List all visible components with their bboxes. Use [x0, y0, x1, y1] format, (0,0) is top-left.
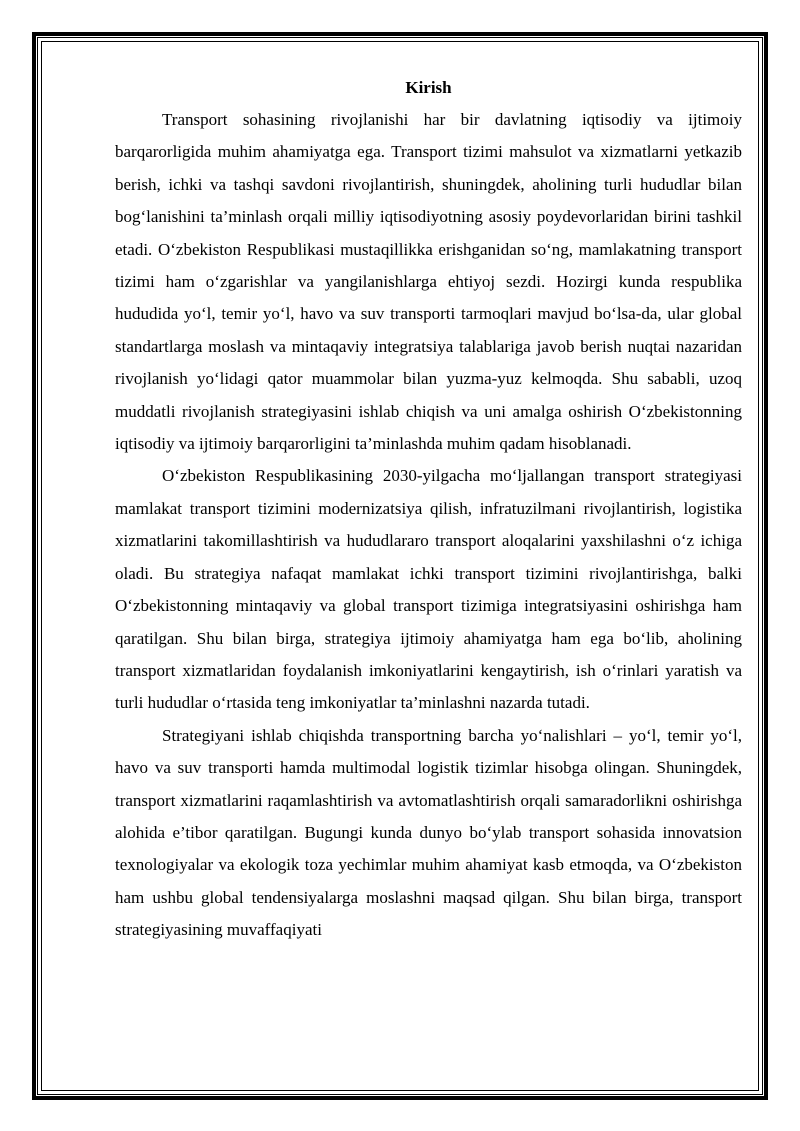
paragraph-1: Transport sohasining rivojlanishi har bir davlatning iqtisodiy va ijtimoiy barqarorligida muhim ahamiyatga ega. Transport tizimi mahsulot va xizmatlarni yetkazib berish, ichki va tashqi savdoni rivojlantirish, shuningdek, aholining turli hududlar bilan bog‘lanishini ta’minlash orqali milliy iqtisodiyotning asosiy poydevorlaridan birini tashkil etadi. O‘zbekiston Respublikasi mustaqillikka erishganidan so‘ng, mamlakatning transport tizimi ham o‘zgarishlar va yangilanishlarga ehtiyoj sezdi. Hozirgi kunda respublika hududida yo‘l, temir yo‘l, havo va suv transporti tarmoqlari mavjud bo‘lsa-da, ular global standartlarga moslash va mintaqaviy integratsiya talablariga javob berish nuqtai nazaridan rivojlanish yo‘lidagi qator muammolar bilan yuzma-yuz kelmoqda. Shu sababli, uzoq muddatli rivojlanish strategiyasini ishlab chiqish va uni amalga oshirish O‘zbekistonning iqtisodiy va ijtimoiy barqarorligini ta’minlashda muhim qadam hisoblanadi. [115, 110, 742, 454]
paragraph-3: Strategiyani ishlab chiqishda transportning barcha yo‘nalishlari – yo‘l, temir yo‘l, havo va suv transporti hamda multimodal logistik tizimlar hisobga olingan. Shuningdek, transport xizmatlarini raqamlashtirish va avtomatlashtirish orqali samaradorlikni oshirishga alohida e’tibor qaratilgan. Bugungi kunda dunyo bo‘ylab transport sohasida innovatsion texnologiyalar va ekologik toza yechimlar muhim ahamiyat kasb etmoqda, va O‘zbekiston ham ushbu global tendensiyalarga moslashni maqsad qilgan. Shu bilan birga, transport strategiyasining muvaffaqiyati [115, 725, 742, 940]
document-body [115, 74, 742, 947]
paragraph-2: O‘zbekiston Respublikasining 2030-yilgacha mo‘ljallangan transport strategiyasi mamlakat transport tizimini modernizatsiya qilish, infratuzilmani rivojlantirish, logistika xizmatlarini takomillashtirish va hududlararo transport aloqalarini yaxshilashni o‘z ichiga oladi. Bu strategiya nafaqat mamlakat ichki transport tizimini rivojlantirishga, balki O‘zbekistonning mintaqaviy va global transport tizimiga integratsiyasini oshirishga ham qaratilgan. Shu bilan birga, strategiya ijtimoiy ahamiyatga ham ega bo‘lib, aholining transport xizmatlaridan foydalanish imkoniyatlarini kengaytirish, ish o‘rinlari yaratish va turli hududlar o‘rtasida teng imkoniyatlar ta’minlashni nazarda tutadi. [115, 466, 742, 713]
document-title: Kirish [405, 78, 452, 97]
